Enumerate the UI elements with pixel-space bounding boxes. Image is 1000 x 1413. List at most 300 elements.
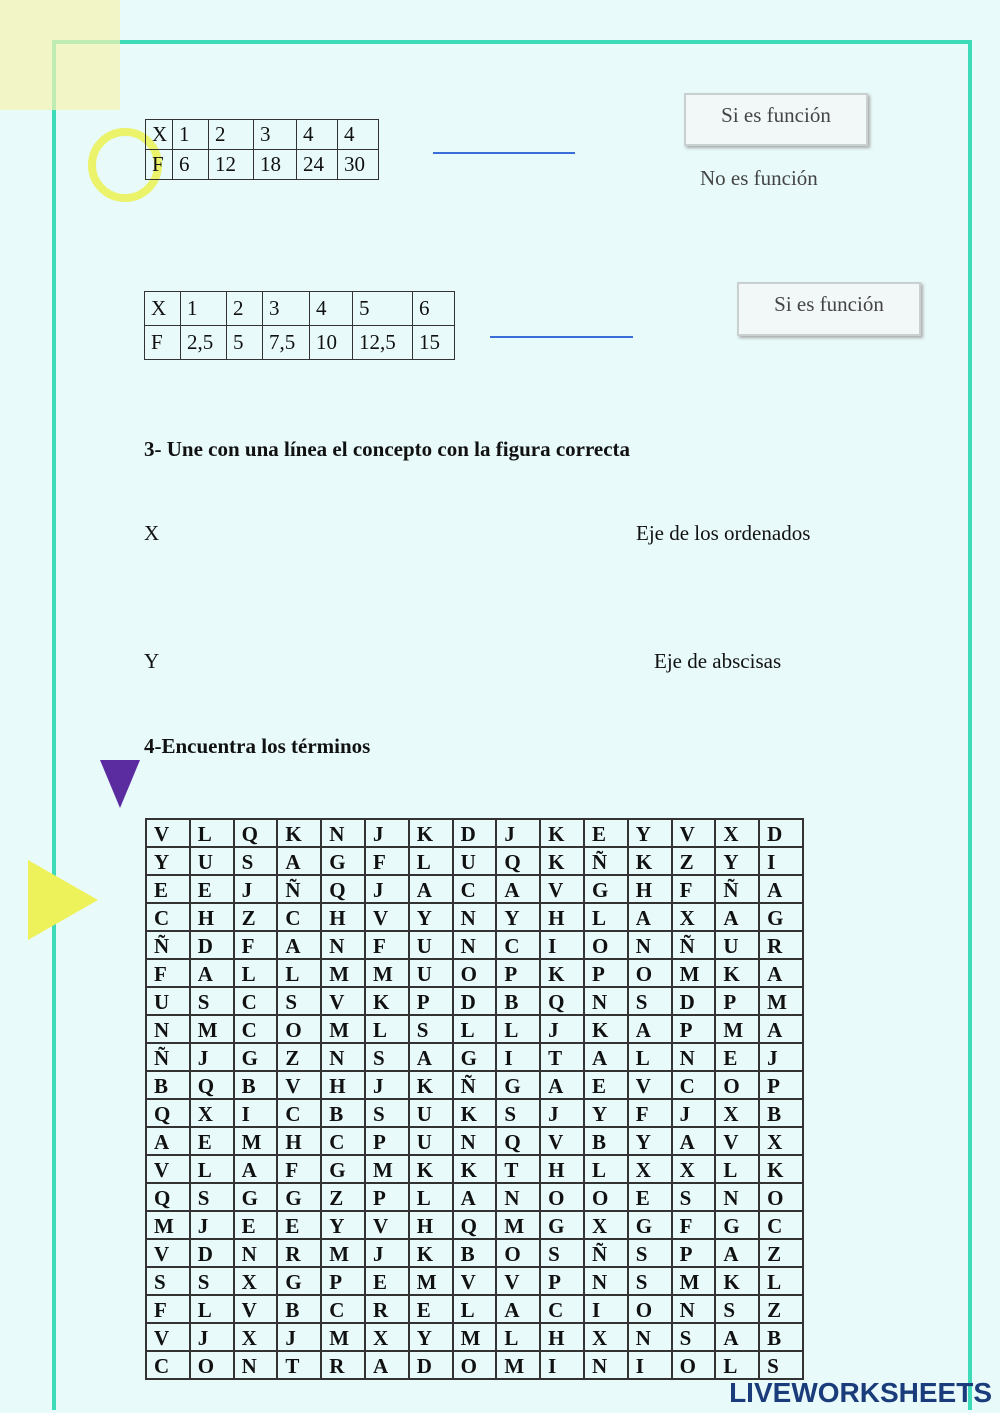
grid-letter-cell[interactable]: K: [453, 1099, 497, 1127]
grid-letter-cell[interactable]: G: [277, 1183, 321, 1211]
grid-letter-cell[interactable]: B: [759, 1323, 803, 1351]
grid-letter-cell[interactable]: Z: [759, 1295, 803, 1323]
grid-letter-cell[interactable]: B: [234, 1071, 278, 1099]
grid-letter-cell[interactable]: L: [453, 1015, 497, 1043]
grid-letter-cell[interactable]: V: [715, 1127, 759, 1155]
grid-letter-cell[interactable]: L: [628, 1043, 672, 1071]
grid-letter-cell[interactable]: K: [409, 819, 453, 847]
grid-letter-cell[interactable]: A: [715, 903, 759, 931]
grid-letter-cell[interactable]: A: [234, 1155, 278, 1183]
grid-letter-cell[interactable]: J: [672, 1099, 716, 1127]
grid-letter-cell[interactable]: N: [672, 1295, 716, 1323]
grid-letter-cell[interactable]: A: [759, 1015, 803, 1043]
grid-letter-cell[interactable]: Z: [277, 1043, 321, 1071]
grid-letter-cell[interactable]: M: [715, 1015, 759, 1043]
grid-letter-cell[interactable]: R: [277, 1239, 321, 1267]
grid-letter-cell[interactable]: Y: [715, 847, 759, 875]
grid-letter-cell[interactable]: D: [409, 1351, 453, 1379]
grid-letter-cell[interactable]: U: [715, 931, 759, 959]
grid-letter-cell[interactable]: P: [409, 987, 453, 1015]
grid-letter-cell[interactable]: V: [496, 1267, 540, 1295]
grid-letter-cell[interactable]: O: [628, 1295, 672, 1323]
grid-letter-cell[interactable]: I: [234, 1099, 278, 1127]
grid-letter-cell[interactable]: T: [540, 1043, 584, 1071]
grid-letter-cell[interactable]: N: [321, 1043, 365, 1071]
grid-letter-cell[interactable]: E: [190, 1127, 234, 1155]
grid-letter-cell[interactable]: Q: [146, 1099, 190, 1127]
concept-y[interactable]: Y: [144, 649, 160, 673]
grid-letter-cell[interactable]: Z: [321, 1183, 365, 1211]
grid-letter-cell[interactable]: V: [365, 1211, 409, 1239]
grid-letter-cell[interactable]: S: [672, 1183, 716, 1211]
grid-letter-cell[interactable]: D: [190, 931, 234, 959]
grid-letter-cell[interactable]: E: [584, 1071, 628, 1099]
grid-letter-cell[interactable]: C: [453, 875, 497, 903]
grid-letter-cell[interactable]: G: [628, 1211, 672, 1239]
grid-letter-cell[interactable]: F: [365, 847, 409, 875]
grid-letter-cell[interactable]: Y: [496, 903, 540, 931]
grid-letter-cell[interactable]: F: [146, 959, 190, 987]
grid-letter-cell[interactable]: K: [715, 1267, 759, 1295]
grid-letter-cell[interactable]: S: [365, 1043, 409, 1071]
grid-letter-cell[interactable]: H: [277, 1127, 321, 1155]
grid-letter-cell[interactable]: C: [277, 903, 321, 931]
grid-letter-cell[interactable]: Ñ: [584, 1239, 628, 1267]
grid-letter-cell[interactable]: Y: [584, 1099, 628, 1127]
grid-letter-cell[interactable]: R: [759, 931, 803, 959]
grid-letter-cell[interactable]: P: [759, 1071, 803, 1099]
grid-letter-cell[interactable]: M: [365, 959, 409, 987]
grid-letter-cell[interactable]: E: [409, 1295, 453, 1323]
grid-letter-cell[interactable]: O: [759, 1183, 803, 1211]
grid-letter-cell[interactable]: G: [453, 1043, 497, 1071]
grid-letter-cell[interactable]: K: [409, 1071, 453, 1099]
grid-letter-cell[interactable]: N: [584, 987, 628, 1015]
grid-letter-cell[interactable]: S: [277, 987, 321, 1015]
grid-letter-cell[interactable]: A: [584, 1043, 628, 1071]
grid-letter-cell[interactable]: S: [190, 987, 234, 1015]
grid-letter-cell[interactable]: Y: [321, 1211, 365, 1239]
grid-letter-cell[interactable]: J: [277, 1323, 321, 1351]
grid-letter-cell[interactable]: J: [759, 1043, 803, 1071]
grid-letter-cell[interactable]: V: [146, 1155, 190, 1183]
grid-letter-cell[interactable]: M: [453, 1323, 497, 1351]
grid-letter-cell[interactable]: X: [672, 1155, 716, 1183]
grid-letter-cell[interactable]: S: [540, 1239, 584, 1267]
grid-letter-cell[interactable]: L: [759, 1267, 803, 1295]
grid-letter-cell[interactable]: K: [409, 1239, 453, 1267]
grid-letter-cell[interactable]: N: [321, 819, 365, 847]
grid-letter-cell[interactable]: C: [540, 1295, 584, 1323]
grid-letter-cell[interactable]: N: [628, 931, 672, 959]
grid-letter-cell[interactable]: D: [453, 987, 497, 1015]
grid-letter-cell[interactable]: G: [234, 1183, 278, 1211]
grid-letter-cell[interactable]: H: [540, 1323, 584, 1351]
grid-letter-cell[interactable]: N: [321, 931, 365, 959]
grid-letter-cell[interactable]: G: [540, 1211, 584, 1239]
grid-letter-cell[interactable]: I: [584, 1295, 628, 1323]
grid-letter-cell[interactable]: F: [672, 1211, 716, 1239]
grid-letter-cell[interactable]: L: [190, 1295, 234, 1323]
grid-letter-cell[interactable]: A: [146, 1127, 190, 1155]
grid-letter-cell[interactable]: Ñ: [584, 847, 628, 875]
grid-letter-cell[interactable]: C: [146, 1351, 190, 1379]
grid-letter-cell[interactable]: Q: [321, 875, 365, 903]
grid-letter-cell[interactable]: B: [453, 1239, 497, 1267]
grid-letter-cell[interactable]: M: [321, 1239, 365, 1267]
grid-letter-cell[interactable]: K: [453, 1155, 497, 1183]
grid-letter-cell[interactable]: L: [234, 959, 278, 987]
grid-letter-cell[interactable]: G: [496, 1071, 540, 1099]
grid-letter-cell[interactable]: N: [628, 1323, 672, 1351]
grid-letter-cell[interactable]: J: [540, 1099, 584, 1127]
grid-letter-cell[interactable]: O: [715, 1071, 759, 1099]
grid-letter-cell[interactable]: N: [496, 1183, 540, 1211]
grid-letter-cell[interactable]: N: [453, 1127, 497, 1155]
grid-letter-cell[interactable]: S: [496, 1099, 540, 1127]
grid-letter-cell[interactable]: R: [365, 1295, 409, 1323]
grid-letter-cell[interactable]: M: [321, 1015, 365, 1043]
grid-letter-cell[interactable]: D: [672, 987, 716, 1015]
grid-letter-cell[interactable]: U: [190, 847, 234, 875]
grid-letter-cell[interactable]: E: [715, 1043, 759, 1071]
grid-letter-cell[interactable]: C: [321, 1127, 365, 1155]
grid-letter-cell[interactable]: E: [584, 819, 628, 847]
grid-letter-cell[interactable]: K: [365, 987, 409, 1015]
grid-letter-cell[interactable]: N: [146, 1015, 190, 1043]
grid-letter-cell[interactable]: P: [584, 959, 628, 987]
grid-letter-cell[interactable]: K: [277, 819, 321, 847]
grid-letter-cell[interactable]: V: [453, 1267, 497, 1295]
grid-letter-cell[interactable]: L: [715, 1155, 759, 1183]
grid-letter-cell[interactable]: D: [759, 819, 803, 847]
grid-letter-cell[interactable]: Y: [628, 1127, 672, 1155]
grid-letter-cell[interactable]: E: [234, 1211, 278, 1239]
grid-letter-cell[interactable]: K: [540, 959, 584, 987]
grid-letter-cell[interactable]: A: [540, 1071, 584, 1099]
grid-letter-cell[interactable]: L: [277, 959, 321, 987]
grid-letter-cell[interactable]: O: [190, 1351, 234, 1379]
grid-letter-cell[interactable]: A: [453, 1183, 497, 1211]
grid-letter-cell[interactable]: F: [628, 1099, 672, 1127]
grid-letter-cell[interactable]: P: [672, 1239, 716, 1267]
grid-letter-cell[interactable]: Ñ: [146, 1043, 190, 1071]
grid-letter-cell[interactable]: B: [321, 1099, 365, 1127]
grid-letter-cell[interactable]: N: [453, 903, 497, 931]
grid-letter-cell[interactable]: X: [584, 1211, 628, 1239]
grid-letter-cell[interactable]: Y: [409, 903, 453, 931]
grid-letter-cell[interactable]: X: [759, 1127, 803, 1155]
grid-letter-cell[interactable]: Z: [759, 1239, 803, 1267]
grid-letter-cell[interactable]: J: [496, 819, 540, 847]
grid-letter-cell[interactable]: B: [146, 1071, 190, 1099]
grid-letter-cell[interactable]: A: [277, 931, 321, 959]
option-no-es-funcion-1[interactable]: No es función: [700, 166, 818, 190]
grid-letter-cell[interactable]: V: [540, 875, 584, 903]
grid-letter-cell[interactable]: K: [584, 1015, 628, 1043]
grid-letter-cell[interactable]: C: [277, 1099, 321, 1127]
grid-letter-cell[interactable]: O: [672, 1351, 716, 1379]
grid-letter-cell[interactable]: A: [496, 1295, 540, 1323]
grid-letter-cell[interactable]: A: [628, 1015, 672, 1043]
grid-letter-cell[interactable]: Q: [234, 819, 278, 847]
grid-letter-cell[interactable]: M: [321, 1323, 365, 1351]
grid-letter-cell[interactable]: F: [277, 1155, 321, 1183]
grid-letter-cell[interactable]: P: [365, 1127, 409, 1155]
grid-letter-cell[interactable]: I: [759, 847, 803, 875]
grid-letter-cell[interactable]: S: [715, 1295, 759, 1323]
grid-letter-cell[interactable]: S: [628, 1239, 672, 1267]
grid-letter-cell[interactable]: V: [277, 1071, 321, 1099]
grid-letter-cell[interactable]: P: [496, 959, 540, 987]
grid-letter-cell[interactable]: A: [715, 1323, 759, 1351]
grid-letter-cell[interactable]: H: [409, 1211, 453, 1239]
grid-letter-cell[interactable]: E: [190, 875, 234, 903]
grid-letter-cell[interactable]: A: [365, 1351, 409, 1379]
grid-letter-cell[interactable]: V: [540, 1127, 584, 1155]
grid-letter-cell[interactable]: V: [146, 1239, 190, 1267]
grid-letter-cell[interactable]: C: [234, 1015, 278, 1043]
grid-letter-cell[interactable]: T: [496, 1155, 540, 1183]
grid-letter-cell[interactable]: M: [365, 1155, 409, 1183]
grid-letter-cell[interactable]: E: [277, 1211, 321, 1239]
target-eje-abscisas[interactable]: Eje de abscisas: [654, 649, 782, 673]
grid-letter-cell[interactable]: Q: [496, 1127, 540, 1155]
grid-letter-cell[interactable]: U: [146, 987, 190, 1015]
grid-letter-cell[interactable]: F: [365, 931, 409, 959]
grid-letter-cell[interactable]: S: [759, 1351, 803, 1379]
grid-letter-cell[interactable]: U: [409, 1099, 453, 1127]
grid-letter-cell[interactable]: P: [540, 1267, 584, 1295]
grid-letter-cell[interactable]: U: [409, 931, 453, 959]
grid-letter-cell[interactable]: Q: [146, 1183, 190, 1211]
grid-letter-cell[interactable]: K: [628, 847, 672, 875]
grid-letter-cell[interactable]: O: [277, 1015, 321, 1043]
grid-letter-cell[interactable]: G: [715, 1211, 759, 1239]
grid-letter-cell[interactable]: Q: [496, 847, 540, 875]
grid-letter-cell[interactable]: Ñ: [672, 931, 716, 959]
grid-letter-cell[interactable]: M: [409, 1267, 453, 1295]
grid-letter-cell[interactable]: L: [365, 1015, 409, 1043]
grid-letter-cell[interactable]: Z: [234, 903, 278, 931]
grid-letter-cell[interactable]: H: [190, 903, 234, 931]
grid-letter-cell[interactable]: L: [584, 903, 628, 931]
grid-letter-cell[interactable]: M: [672, 959, 716, 987]
grid-letter-cell[interactable]: X: [584, 1323, 628, 1351]
grid-letter-cell[interactable]: Y: [628, 819, 672, 847]
grid-letter-cell[interactable]: M: [190, 1015, 234, 1043]
grid-letter-cell[interactable]: A: [496, 875, 540, 903]
grid-letter-cell[interactable]: J: [190, 1323, 234, 1351]
grid-letter-cell[interactable]: O: [453, 1351, 497, 1379]
grid-letter-cell[interactable]: Ñ: [277, 875, 321, 903]
grid-letter-cell[interactable]: U: [409, 1127, 453, 1155]
grid-letter-cell[interactable]: M: [321, 959, 365, 987]
grid-letter-cell[interactable]: J: [540, 1015, 584, 1043]
grid-letter-cell[interactable]: I: [628, 1351, 672, 1379]
grid-letter-cell[interactable]: A: [759, 875, 803, 903]
grid-letter-cell[interactable]: Q: [453, 1211, 497, 1239]
grid-letter-cell[interactable]: V: [146, 1323, 190, 1351]
grid-letter-cell[interactable]: N: [715, 1183, 759, 1211]
grid-letter-cell[interactable]: L: [453, 1295, 497, 1323]
grid-letter-cell[interactable]: X: [672, 903, 716, 931]
grid-letter-cell[interactable]: A: [409, 1043, 453, 1071]
grid-letter-cell[interactable]: V: [672, 819, 716, 847]
grid-letter-cell[interactable]: L: [496, 1015, 540, 1043]
grid-letter-cell[interactable]: X: [715, 819, 759, 847]
grid-letter-cell[interactable]: L: [409, 1183, 453, 1211]
grid-letter-cell[interactable]: H: [321, 903, 365, 931]
grid-letter-cell[interactable]: E: [146, 875, 190, 903]
grid-letter-cell[interactable]: S: [234, 847, 278, 875]
grid-letter-cell[interactable]: X: [234, 1323, 278, 1351]
grid-letter-cell[interactable]: I: [540, 1351, 584, 1379]
grid-letter-cell[interactable]: O: [584, 1183, 628, 1211]
grid-letter-cell[interactable]: B: [277, 1295, 321, 1323]
grid-letter-cell[interactable]: I: [540, 931, 584, 959]
grid-letter-cell[interactable]: J: [234, 875, 278, 903]
grid-letter-cell[interactable]: D: [190, 1239, 234, 1267]
grid-letter-cell[interactable]: A: [715, 1239, 759, 1267]
grid-letter-cell[interactable]: P: [321, 1267, 365, 1295]
option-si-es-funcion-2[interactable]: Si es función: [737, 282, 921, 336]
grid-letter-cell[interactable]: C: [146, 903, 190, 931]
grid-letter-cell[interactable]: C: [759, 1211, 803, 1239]
grid-letter-cell[interactable]: D: [453, 819, 497, 847]
grid-letter-cell[interactable]: Q: [190, 1071, 234, 1099]
grid-letter-cell[interactable]: E: [628, 1183, 672, 1211]
grid-letter-cell[interactable]: X: [190, 1099, 234, 1127]
grid-letter-cell[interactable]: X: [234, 1267, 278, 1295]
grid-letter-cell[interactable]: M: [759, 987, 803, 1015]
grid-letter-cell[interactable]: N: [453, 931, 497, 959]
grid-letter-cell[interactable]: J: [190, 1043, 234, 1071]
grid-letter-cell[interactable]: G: [277, 1267, 321, 1295]
grid-letter-cell[interactable]: L: [190, 819, 234, 847]
grid-letter-cell[interactable]: S: [672, 1323, 716, 1351]
grid-letter-cell[interactable]: Ñ: [146, 931, 190, 959]
grid-letter-cell[interactable]: V: [321, 987, 365, 1015]
grid-letter-cell[interactable]: P: [365, 1183, 409, 1211]
grid-letter-cell[interactable]: N: [584, 1351, 628, 1379]
grid-letter-cell[interactable]: S: [146, 1267, 190, 1295]
grid-letter-cell[interactable]: C: [234, 987, 278, 1015]
grid-letter-cell[interactable]: N: [672, 1043, 716, 1071]
grid-letter-cell[interactable]: J: [365, 875, 409, 903]
grid-letter-cell[interactable]: O: [540, 1183, 584, 1211]
grid-letter-cell[interactable]: S: [409, 1015, 453, 1043]
grid-letter-cell[interactable]: M: [496, 1211, 540, 1239]
grid-letter-cell[interactable]: O: [453, 959, 497, 987]
grid-letter-cell[interactable]: S: [628, 987, 672, 1015]
grid-letter-cell[interactable]: X: [628, 1155, 672, 1183]
grid-letter-cell[interactable]: O: [496, 1239, 540, 1267]
grid-letter-cell[interactable]: L: [409, 847, 453, 875]
grid-letter-cell[interactable]: V: [234, 1295, 278, 1323]
grid-letter-cell[interactable]: S: [628, 1267, 672, 1295]
grid-letter-cell[interactable]: N: [234, 1239, 278, 1267]
grid-letter-cell[interactable]: A: [672, 1127, 716, 1155]
grid-letter-cell[interactable]: K: [540, 819, 584, 847]
grid-letter-cell[interactable]: H: [540, 903, 584, 931]
grid-letter-cell[interactable]: M: [672, 1267, 716, 1295]
grid-letter-cell[interactable]: G: [234, 1043, 278, 1071]
grid-letter-cell[interactable]: I: [496, 1043, 540, 1071]
grid-letter-cell[interactable]: O: [584, 931, 628, 959]
grid-letter-cell[interactable]: H: [540, 1155, 584, 1183]
grid-letter-cell[interactable]: J: [365, 1071, 409, 1099]
grid-letter-cell[interactable]: G: [759, 903, 803, 931]
concept-x[interactable]: X: [144, 521, 160, 545]
grid-letter-cell[interactable]: K: [759, 1155, 803, 1183]
word-search-grid[interactable]: [145, 818, 804, 1380]
answer-line-2[interactable]: [490, 336, 633, 338]
grid-letter-cell[interactable]: P: [672, 1015, 716, 1043]
grid-letter-cell[interactable]: L: [496, 1323, 540, 1351]
grid-letter-cell[interactable]: Ñ: [715, 875, 759, 903]
grid-letter-cell[interactable]: S: [190, 1267, 234, 1295]
grid-letter-cell[interactable]: F: [672, 875, 716, 903]
grid-letter-cell[interactable]: K: [540, 847, 584, 875]
grid-letter-cell[interactable]: J: [190, 1211, 234, 1239]
grid-letter-cell[interactable]: X: [715, 1099, 759, 1127]
grid-letter-cell[interactable]: K: [409, 1155, 453, 1183]
grid-letter-cell[interactable]: G: [584, 875, 628, 903]
grid-letter-cell[interactable]: Y: [146, 847, 190, 875]
grid-letter-cell[interactable]: Q: [540, 987, 584, 1015]
grid-letter-cell[interactable]: Z: [672, 847, 716, 875]
grid-letter-cell[interactable]: A: [759, 959, 803, 987]
grid-letter-cell[interactable]: P: [715, 987, 759, 1015]
grid-letter-cell[interactable]: B: [759, 1099, 803, 1127]
option-si-es-funcion-1[interactable]: Si es función: [684, 93, 868, 146]
grid-letter-cell[interactable]: A: [190, 959, 234, 987]
grid-letter-cell[interactable]: M: [496, 1351, 540, 1379]
grid-letter-cell[interactable]: B: [496, 987, 540, 1015]
grid-letter-cell[interactable]: J: [365, 819, 409, 847]
grid-letter-cell[interactable]: L: [190, 1155, 234, 1183]
grid-letter-cell[interactable]: F: [234, 931, 278, 959]
grid-letter-cell[interactable]: U: [409, 959, 453, 987]
target-eje-ordenados[interactable]: Eje de los ordenados: [636, 521, 811, 545]
grid-letter-cell[interactable]: B: [584, 1127, 628, 1155]
grid-letter-cell[interactable]: A: [628, 903, 672, 931]
grid-letter-cell[interactable]: M: [146, 1211, 190, 1239]
grid-letter-cell[interactable]: Y: [409, 1323, 453, 1351]
grid-letter-cell[interactable]: H: [628, 875, 672, 903]
grid-letter-cell[interactable]: L: [715, 1351, 759, 1379]
grid-letter-cell[interactable]: V: [365, 903, 409, 931]
answer-line-1[interactable]: [433, 152, 575, 154]
grid-letter-cell[interactable]: R: [321, 1351, 365, 1379]
grid-letter-cell[interactable]: O: [628, 959, 672, 987]
grid-letter-cell[interactable]: C: [321, 1295, 365, 1323]
grid-letter-cell[interactable]: N: [584, 1267, 628, 1295]
grid-letter-cell[interactable]: S: [365, 1099, 409, 1127]
grid-letter-cell[interactable]: V: [146, 819, 190, 847]
grid-letter-cell[interactable]: A: [277, 847, 321, 875]
grid-letter-cell[interactable]: F: [146, 1295, 190, 1323]
grid-letter-cell[interactable]: G: [321, 847, 365, 875]
grid-letter-cell[interactable]: H: [321, 1071, 365, 1099]
grid-letter-cell[interactable]: Ñ: [453, 1071, 497, 1099]
grid-letter-cell[interactable]: A: [409, 875, 453, 903]
grid-letter-cell[interactable]: U: [453, 847, 497, 875]
grid-letter-cell[interactable]: G: [321, 1155, 365, 1183]
grid-letter-cell[interactable]: V: [628, 1071, 672, 1099]
grid-letter-cell[interactable]: X: [365, 1323, 409, 1351]
